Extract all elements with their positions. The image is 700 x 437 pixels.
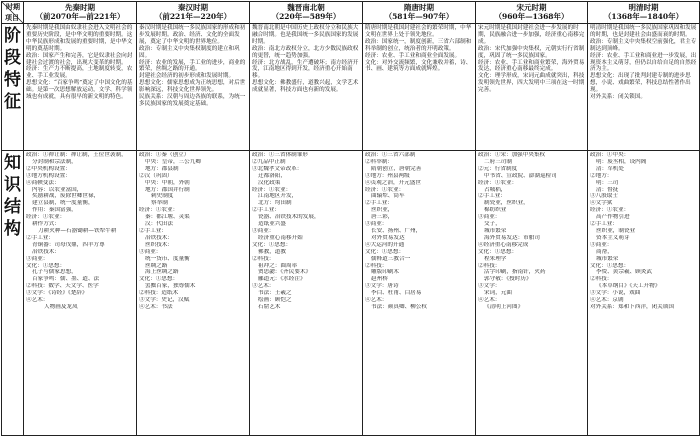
row-title-knowledge [2,151,24,436]
feature-paragraph: 秦汉时期是我国统一多民族国家的形成和初步发展时期。政治、经济、文化的全面发展，奠定了中华文明的世界地位。 [139,25,246,45]
knowledge-line: ②科技：数学、天文学、医学 [26,283,99,290]
knowledge-line: 瓷器、冶铁技术的发展， [258,214,320,221]
knowledge-line: ②科技：造纸术 [139,290,179,297]
knowledge-line: 刀耕火种—石器锄耕—铁犁牛耕 [38,227,117,234]
period-range: （前221年—220年） [154,12,232,21]
knowledge-line: ④艺术： [365,297,388,304]
knowledge-line: ④艺术： [26,297,49,304]
period-name: 魏晋南北朝 [287,3,325,12]
knowledge-line: 经济：①农业： [26,214,66,221]
knowledge-line: 地方：郡国并行制 [145,186,190,193]
period-header [24,2,137,24]
knowledge-line: ②科技： [478,262,501,269]
knowledge-line: 汉化政策 [258,179,281,186]
period-name: 秦汉时期 [178,3,208,12]
knowledge-line: 交子， [484,221,501,228]
knowledge-line: ④艺术：书法 [139,303,173,310]
feature-paragraph: 政治：宋代加强中央集权，元朝实行行省制度，巩固了统一多民族国家。 [478,45,585,59]
knowledge-cell [363,151,476,436]
knowledge-line: 棉纺织业 [484,207,507,214]
period-header [137,2,250,24]
feature-paragraph: 经济：生产力不断提高，土地制度转变，农业、手工业发展。 [26,66,133,80]
knowledge-line: 文化：①思想： [252,241,292,248]
feature-paragraph: 对外关系：闭关锁国。 [590,94,646,101]
knowledge-line: 经济重心南移开始 [258,234,303,241]
period-header [363,2,476,24]
period-range: （220年—589年） [271,12,341,21]
knowledge-line: 宋词，元曲 [484,290,512,297]
knowledge-line: 青铜器：司母戊鼎，四羊方尊 [32,241,105,248]
knowledge-line: 书法：王羲之 [258,290,292,297]
knowledge-line: 海外贸易发达：市舶司 [484,234,540,241]
row-title-char: 知 [4,153,21,173]
knowledge-line: ③地方：州县两级 [365,172,410,179]
row-title-char: 特 [4,70,21,90]
knowledge-line: 内容：以农业富国， [32,186,83,193]
knowledge-line: ②地方： [590,172,613,179]
knowledge-line: 活字印刷，指南针，火药 [484,269,546,276]
feature-paragraph: 思想文化：儒家思想成为正统思想，对后世影响深远，科技文化世界领先。 [139,80,246,94]
feature-paragraph: 经济：农业、手工业和商业繁荣，海外贸易发达，经济重心南移最终完成。 [478,59,585,73]
knowledge-line: 郦道元：《水经注》 [258,276,306,283]
knowledge-line: 石窟艺术 [258,303,281,310]
period-range: （581年—907年） [384,12,454,21]
feature-paragraph: 思想文化：“百家争鸣”奠定了中国文化的基础。是第一次思想解放运动，文学、科学领域也有成就，具有很早的新文明的特色。 [26,80,133,101]
knowledge-line: 对外关系：郑和下西洋，闭关锁国 [590,303,674,310]
knowledge-line: 儒释道三教合一 [371,255,411,262]
knowledge-line: ④艺术：京剧 [590,297,624,304]
features-cell [476,24,588,151]
knowledge-line: 资本主义萌芽 [596,234,630,241]
knowledge-line: 罢黜百家，独尊儒术 [145,283,196,290]
knowledge-line: 冶铁技术： [32,248,60,255]
knowledge-line: 对外贸易发达 [371,234,405,241]
knowledge-line: 城市繁荣 [596,255,619,262]
period-header [588,2,700,24]
knowledge-line: 百家争鸣：儒、墨、道、法 [32,276,100,283]
knowledge-line: 佛教，道教 [258,248,286,255]
period-header [476,2,588,24]
knowledge-line: 文化：①思想： [365,248,405,255]
row-title-char: 征 [4,92,21,112]
knowledge-line: ②手工业： [365,200,393,207]
feature-paragraph: 封建社会经济的初步形成和发展时期。 [139,73,235,80]
header-row [2,2,700,24]
knowledge-line: 经济：①农业： [139,207,179,214]
corner-label-item: 项目 [5,13,19,22]
knowledge-line: 明：三司 [596,179,619,186]
knowledge-line: 李贽、黄宗羲、顾炎武 [596,269,652,276]
knowledge-line: 明：废丞相，设内阁 [596,158,647,165]
knowledge-line: 中央：中朝，外朝 [145,179,190,186]
knowledge-line: ②手工业： [139,227,167,234]
feature-paragraph: 经济：农业、手工业和商业进一步发展，出现资本主义萌芽，但仍以自给自足的自然经济为主。 [590,52,697,73]
knowledge-line: 雕版印刷术 [371,269,399,276]
knowledge-line: 清：督抚 [596,186,619,193]
knowledge-line: ④大运河的开通 [365,241,405,248]
history-summary-sheet [0,1,700,437]
knowledge-line: ②科技： [590,276,613,283]
knowledge-line: ③八股取士 [590,193,618,200]
knowledge-line: 经济：①农业： [365,186,405,193]
row-title-char: 构 [4,219,21,239]
knowledge-line: 政治：①中央： [590,152,630,158]
knowledge-line: 文化：①思想： [26,262,66,269]
knowledge-line: 绘画：顾恺之 [258,297,292,304]
knowledge-cell [250,151,363,436]
knowledge-line: 经济：①农业： [590,207,630,214]
feature-paragraph: 明清时期是我国统一多民族国家巩固和发展的时期，也是封建社会由盛而衰的时期。 [590,25,697,38]
knowledge-line: 奖励耕战，废除世卿世禄， [32,193,100,200]
knowledge-line: 人物画及龙凤 [44,303,78,310]
knowledge-line: ②元：行省制度 [478,165,518,172]
feature-paragraph: 政治：国家统一，制度创新，三省六部制和科举制的创立，统治者的开明政策。 [365,38,472,52]
knowledge-line: 书法：颜真卿、柳公权 [371,303,427,310]
knowledge-line: 察举制 [151,200,168,207]
period-range: （1368年—1840年） [603,12,684,21]
feature-paragraph: 思想文化：出现了批判封建专制的进步思想，小说、戏曲繁荣，科技总结性著作出现。 [590,73,691,94]
knowledge-line: 占城稻， [484,186,507,193]
features-cell [250,24,363,151]
knowledge-line: ②手工业： [478,193,506,200]
knowledge-line: 耕作方式： [32,221,60,228]
knowledge-line: 江南地区开发， [258,193,298,200]
feature-paragraph: 先秦时期是我国由奴隶社会进入文明社会的重要历史阶段，是中华文明的重要时期。这中华民族形成和发展的重要时期，是中华文明的奠基时期。 [26,25,133,52]
features-cell [24,24,137,151]
feature-paragraph: 宋元时期是我国封建社会进一步发展的时期，民族融合进一步加强，经济重心南移完成。 [478,25,585,45]
knowledge-line: 唐三彩， [371,214,394,221]
knowledge-line: 丝织业，制瓷业 [596,227,636,234]
knowledge-line: ③文学：史记，汉赋 [139,297,190,304]
feature-paragraph: 文化：对外交流频繁，文化兼收并蓄，诗、书、画、建筑等方面成就辉煌。 [365,59,472,73]
knowledge-row [2,151,700,436]
knowledge-line: ②科技： [365,262,388,269]
knowledge-line: ④艺术： [478,297,501,304]
knowledge-line: 统一货币、度量衡 [145,255,190,262]
knowledge-line: 政治：①三省六部制 [365,152,416,158]
knowledge-line: 曲辕犁、筒车 [371,193,405,200]
knowledge-line: 二府三司制 [484,158,512,165]
corner-cell [2,2,24,24]
knowledge-line: 分封制和宗法制， [32,158,77,165]
feature-paragraph: 文化：理学形成，宋词元曲成就突出，科技发明领先世界，四大发明中三项在这一时期完善。 [478,73,585,94]
feature-paragraph: 经济：农业的发展，手工业的进步，商业的繁荣，丝绸之路的开通。 [139,59,246,73]
knowledge-line: 经济：①农业： [478,179,518,186]
knowledge-line: 作用：秦国富强， [32,207,77,214]
knowledge-line: 丝织业， [371,207,394,214]
knowledge-line: ③商业： [26,255,49,262]
knowledge-line: 海上丝绸之路 [145,269,179,276]
knowledge-line: ②九品中正制 [252,158,286,165]
knowledge-cell [24,151,137,436]
knowledge-line: 政治：①三省体制雏形 [252,152,308,158]
knowledge-line: 建立县制，统一度量衡， [32,200,94,207]
knowledge-line: 《本草纲目》《天工开物》 [596,283,661,290]
knowledge-line: 中央：皇帝，三公九卿 [145,158,201,165]
features-cell [363,24,476,151]
knowledge-line: 经济：①农业： [252,186,292,193]
knowledge-line: ④经济重心南移完成 [478,241,529,248]
knowledge-line: 刺史制度 [151,193,174,200]
knowledge-line: 祖冲之：圆周率 [258,262,298,269]
feature-paragraph: 隋唐时期是我国封建社会的繁荣时期，中华文明在世界上处于领先地位。 [365,25,472,38]
feature-paragraph: 经济：农业、手工业和商业全面发展。 [365,52,461,59]
knowledge-line: 孔子与儒家思想， [32,269,77,276]
feature-paragraph: 思想文化：佛教盛行，道教兴起，文学艺术成就显著，科技方面也有新的发展。 [252,80,359,94]
knowledge-line: 地方：郡县制 [145,165,179,172]
knowledge-line: 造纸业兴盛 [258,221,286,228]
knowledge-line: 冶铁技术： [145,234,173,241]
period-name: 明清时期 [628,3,659,12]
knowledge-line: ②手工业： [26,234,54,241]
knowledge-line: ②科举制： [365,158,393,165]
features-cell [137,24,250,151]
knowledge-line: 文化：①思想： [590,262,630,269]
period-header [250,2,363,24]
corner-label-period: 时期 [6,2,20,11]
knowledge-line: ④文字狱 [590,200,613,207]
period-name: 先秦时期 [65,3,95,12]
knowledge-line: 政治：①禅让制：禅让制，王位世袭制， [26,152,127,158]
period-range: （前2070年—前221年） [35,12,125,21]
knowledge-line: ③商业： [365,221,388,228]
knowledge-cell [588,151,700,436]
knowledge-line: 郭守敬：《授时历》 [484,276,532,283]
knowledge-line: ③文学：唐诗 [365,283,399,290]
knowledge-line: ②汉（巩固） [139,172,173,179]
knowledge-line: ③商业： [478,214,501,221]
knowledge-line: ③文学：小说，戏曲 [590,290,641,297]
knowledge-line: 高产作物引进 [596,214,630,221]
feature-paragraph: 魏晋南北朝是中国历史上政权分立和民族大融合时期。也是我国统一多民族国家的发展时期。 [252,25,359,45]
feature-paragraph: 民族关系：汉朝与周边各族的联系，为统一多民族国家的发展奠定基础。 [139,94,246,107]
knowledge-line: 商帮， [596,248,613,255]
period-range: （960年—1368年） [494,12,569,21]
knowledge-line: ④商鞅变法： [26,179,60,186]
knowledge-line: ③地方机构设置： [26,172,71,179]
knowledge-line: 文化：①思想： [139,276,179,283]
knowledge-line: 丝绸之路 [145,262,168,269]
row-title-char: 结 [4,197,21,217]
period-name: 宋元时期 [516,3,547,12]
knowledge-line: ②科技： [252,255,275,262]
knowledge-line: 清：军机处 [596,165,624,172]
period-name: 隋唐时期 [404,3,434,12]
knowledge-line: 丝织技术： [145,241,173,248]
knowledge-line: ③文学：《诗经》《楚辞》 [26,290,88,297]
knowledge-line: ③商业： [590,241,613,248]
knowledge-line: 北方：均田制 [258,200,292,207]
row-title-features [2,24,24,151]
feature-paragraph: 政治：专制主义中央集权空前强化，君主专制达到顶峰。 [590,38,697,52]
knowledge-line: 长安、扬州、广州， [371,227,422,234]
knowledge-line: ④贞观之治，开元盛世 [365,179,421,186]
row-title-char: 识 [4,175,21,195]
knowledge-line: ③商业： [139,248,162,255]
knowledge-line: 政治：①宋：加强中央集权 [478,152,546,158]
knowledge-line: ②手工业： [252,207,280,214]
knowledge-line: 汉：代田法 [145,221,173,228]
knowledge-line: 贾思勰：《齐民要术》 [258,269,312,276]
knowledge-line: 《清明上河图》 [484,303,524,310]
knowledge-line: 中书省、宣政院、澎湖巡检司 [484,172,557,179]
knowledge-line: ②手工业： [590,221,618,228]
knowledge-line: ③北魏孝文帝改革： [252,165,303,172]
knowledge-line: 李白、杜甫、白居易 [371,290,422,297]
features-cell [588,24,700,151]
row-title-char: 阶 [4,26,21,46]
knowledge-line: 政治：①秦（创立） [139,152,190,158]
knowledge-cell [476,151,588,436]
row-title-char: 段 [4,48,21,68]
feature-paragraph: 政治：国家产生和完善，它是奴隶社会向封建社会过渡的社会，出现大变革的时期。 [26,52,133,66]
feature-paragraph: 政治：专制主义中央集权制度的建立和巩固。 [139,45,240,59]
knowledge-line: 程朱理学 [484,255,507,262]
knowledge-line: ③商业： [252,227,275,234]
features-row [2,24,700,151]
knowledge-line: 文化：①思想： [478,248,518,255]
knowledge-line: 隋朝创立，唐朝完善 [371,165,422,172]
knowledge-line: ③文学： [478,283,501,290]
knowledge-cell [137,151,250,436]
summary-table [1,1,700,436]
knowledge-line: ③艺术： [252,283,275,290]
feature-paragraph: 政治：南北方政权分立，北方少数民族政权的更替，统一趋势加强。 [252,45,359,59]
feature-paragraph: 经济：北方战乱，生产遭破坏；南方经济开发，江南地区得到开发，经济重心开始南移。 [252,59,359,80]
knowledge-line: 秦：都江堰、灵渠 [145,214,190,221]
knowledge-line: 制瓷业，丝织业， [484,200,529,207]
knowledge-line: 赵州桥 [371,276,388,283]
knowledge-line: 迁都洛阳， [258,172,286,179]
knowledge-line: ②中央机构设置： [26,165,71,172]
knowledge-line: 城市繁荣 [484,227,507,234]
